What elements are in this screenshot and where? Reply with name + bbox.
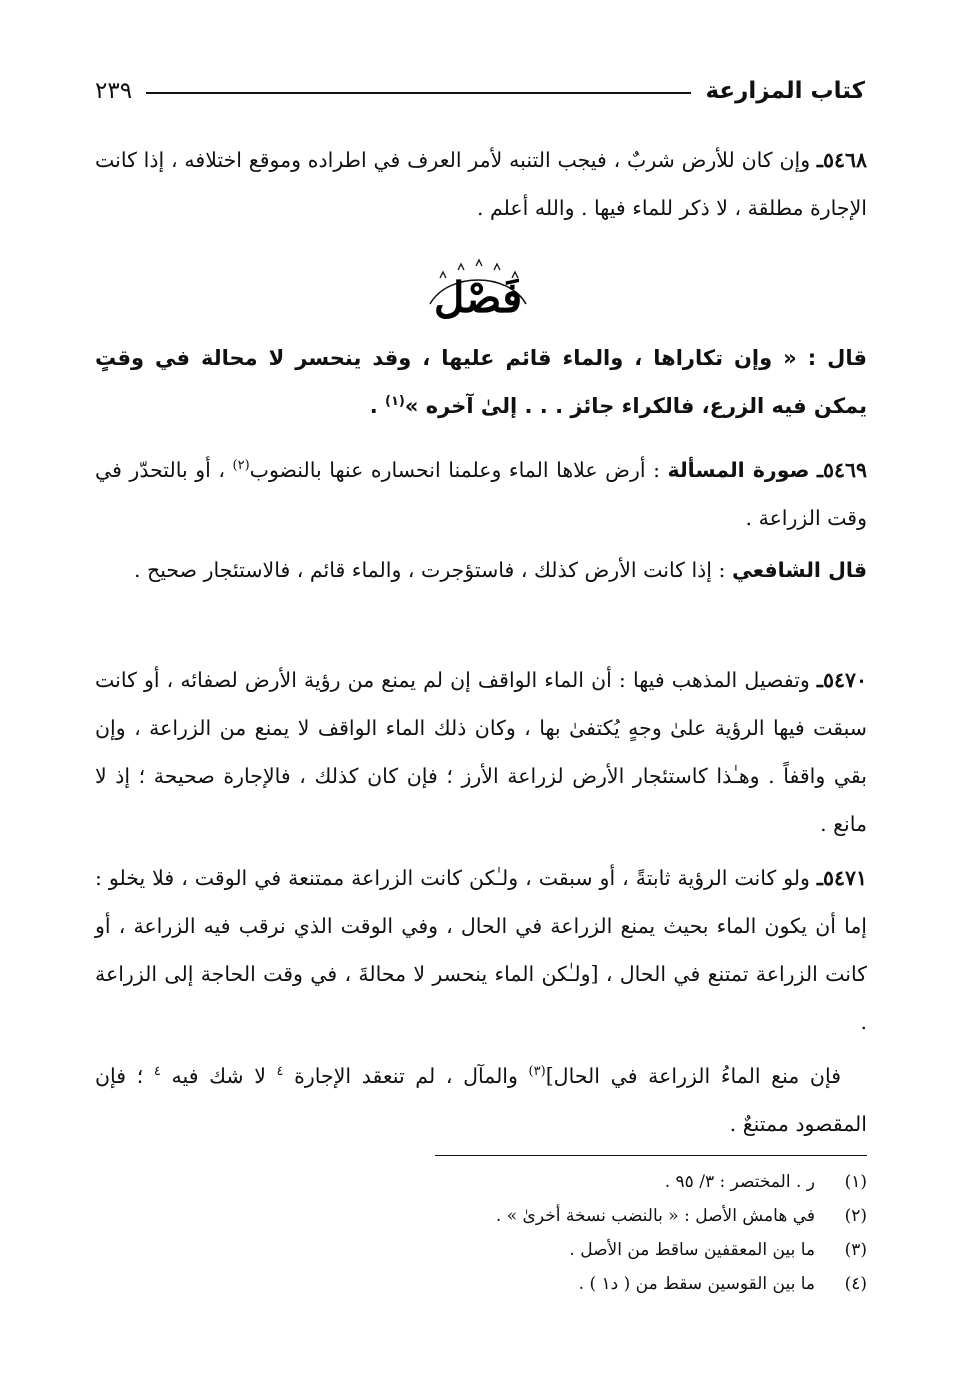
footnote-text: في هامش الأصل : « بالنضب نسخة أخرىٰ » . <box>495 1206 815 1226</box>
paragraph-text: وإن كان للأرض شربٌ ، فيجب التنبه لأمر العرف في اطراده وموقع اختلافه ، إذا كانت الإجارة مطلقة ، لا ذكر للماء فيها . والله أعلم . <box>95 148 867 220</box>
book-chapter-title: كتاب المزارعة <box>705 78 865 104</box>
paragraph-text: : إذا كانت الأرض كذلك ، فاستؤجرت ، والماء قائم ، فالاستئجار صحيح . <box>133 558 732 582</box>
footnotes <box>95 1165 867 1301</box>
footnote-4 <box>95 1267 867 1301</box>
issue-form-label: صورة المسألة <box>667 458 810 482</box>
ornament-text: فَصْل <box>433 273 522 322</box>
footnote-rule <box>435 1155 867 1156</box>
footnote-ref-1: (١) <box>385 394 405 409</box>
paragraph-number: ٥٤٧١ـ <box>816 866 867 890</box>
footnote-number: (٣) <box>844 1240 867 1260</box>
footnote-ref-3: (٣) <box>528 1064 546 1080</box>
running-header <box>95 74 865 108</box>
paragraph-text: ولو كانت الرؤية ثابتةً ، أو سبقت ، ولـٰكن كانت الزراعة ممتنعة في الوقت ، فلا يخلو : إما أن يكون الماء بحيث يمنع الزراعة في الحال ، وفي الوقت الذي نرقب فيه الزراعة ، أو كانت الزراعة تمتنع في الحال ، [ولـٰكن الماء ينحسر لا محالةَ ، في وقت الحاجة إلى الزراعة . <box>95 866 867 1034</box>
paragraph-5468 <box>95 136 867 232</box>
paragraph-text-cont: لا شك فيه <box>160 1064 277 1088</box>
header-rule <box>146 92 691 94</box>
footnote-3 <box>95 1233 867 1267</box>
footnote-ref-4-close: ٤ <box>153 1064 161 1080</box>
footnote-ref-2: (٢) <box>232 458 250 474</box>
footnote-1 <box>95 1165 867 1199</box>
quote-text: قال : « وإن تكاراها ، والماء قائم عليها ، وقد ينحسر لا محالة في وقتٍ يمكن فيه الزرع، فالكراء جائز . . . إلىٰ آخره » <box>95 346 867 418</box>
paragraph-5470 <box>95 656 867 848</box>
paragraph-text: : أرض علاها الماء وعلمنا انحساره عنها بالنضوب <box>249 458 668 482</box>
section-ornament <box>0 258 955 328</box>
footnote-number: (١) <box>844 1172 867 1192</box>
footnote-number: (٢) <box>844 1206 867 1226</box>
paragraph-text: فإن منع الماءُ الزراعة في الحال] <box>545 1064 841 1088</box>
paragraph-text-end: ؛ فإن المقصود ممتنعٌ . <box>95 1064 867 1136</box>
footnote-text: ما بين القوسين سقط من ( د١ ) . <box>578 1274 815 1294</box>
footnote-text: ما بين المعقفين ساقط من الأصل . <box>569 1240 815 1260</box>
footnote-text: ر . المختصر : ٣/ ٩٥ . <box>664 1172 815 1192</box>
quote-end: . <box>369 394 386 418</box>
paragraph-5471 <box>95 854 867 1046</box>
footnote-2 <box>95 1199 867 1233</box>
paragraph-text: وتفصيل المذهب فيها : أن الماء الواقف إن لم يمنع من رؤية الأرض لصفائه ، أو كانت سبقت فيها الرؤية علىٰ وجهٍ يُكتفىٰ بها ، وكان ذلك الماء الواقف لا يمنع من الزراعة ، وإن بقي واقفاً . وهـٰذا كاستئجار الأرض لزراعة الأرز ؛ فإن كان كذلك ، فالإجارة صحيحة ؛ إذ لا مانع . <box>95 668 867 836</box>
paragraph-text-cont: والمآل ، لم تنعقد الإجارة <box>283 1064 529 1088</box>
fasl-ornament-icon <box>418 258 538 328</box>
paragraph-text-cont: ، أو بالتحدّر في وقت الزراعة . <box>95 458 867 530</box>
footnote-ref-4-open: ٤ <box>276 1064 284 1080</box>
shafii-statement <box>95 546 867 594</box>
paragraph-number: ٥٤٦٨ـ <box>816 148 867 172</box>
quoted-statement <box>95 334 867 430</box>
page-number: ٢٣٩ <box>95 78 133 104</box>
paragraph-number: ٥٤٧٠ـ <box>816 668 867 692</box>
shafii-label: قال الشافعي <box>731 558 867 582</box>
paragraph-number: ٥٤٦٩ـ <box>816 458 867 482</box>
paragraph-5469 <box>95 446 867 542</box>
footnote-number: (٤) <box>844 1274 867 1294</box>
paragraph-continuation <box>95 1052 867 1148</box>
